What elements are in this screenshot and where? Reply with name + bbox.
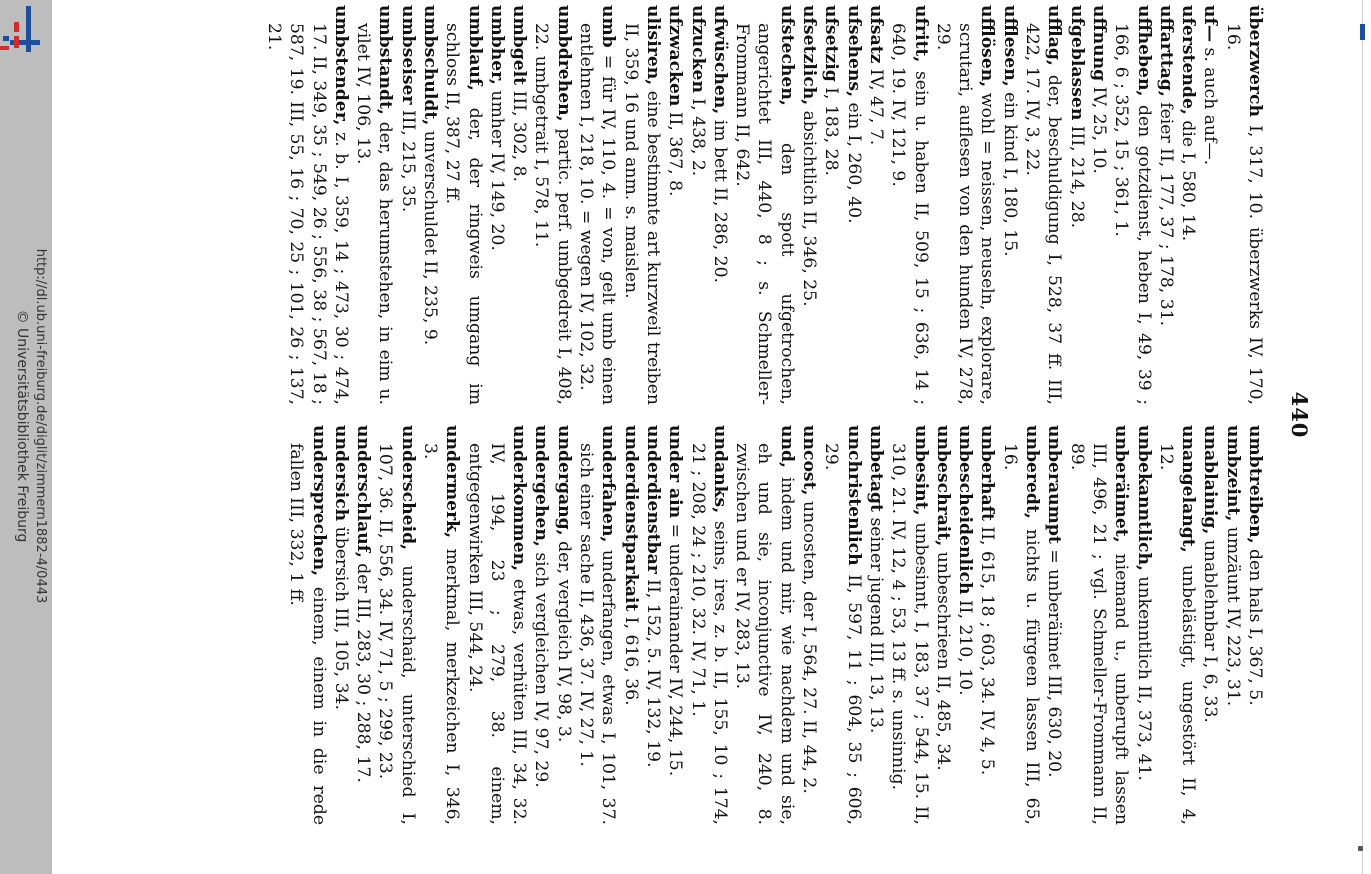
index-entry [419,425,464,825]
entry-references: I, 438, 2. [687,92,708,177]
entry-headword: ufflösen, [977,5,998,88]
entry-headword: unberedt, [1022,425,1043,519]
entry-headword: uffnung [1088,5,1109,82]
entry-references: wohl = neissen, neuseln, explorare, scrutari, auflesen von den hunden IV, 278, 29. [932,23,998,405]
index-entry [553,425,575,825]
entry-references: die I, 580, 14. [1178,114,1199,242]
entry-references: unbelästigt, ungestört II, 4, 12. [1155,443,1199,825]
index-entry [954,425,976,825]
entry-headword: undanks, [709,425,730,514]
entry-references: z. b. I, 359, 14 ; 473, 30 ; 474, 17. II, 349, 35 ; 549, 26 ; 556, 38 ; 567, 18 ; 587, 19. III, 55, 16 ; 70, 25 ; 101, 26 ; 137, 21. [263,23,351,405]
entry-references: unablehnbar I, 6, 33. [1200,534,1221,723]
index-entry [352,425,374,825]
index-entry [932,425,954,825]
entry-headword: umbzeint, [1222,425,1243,522]
entry-headword: underschlauf, [353,425,374,558]
index-entry [1221,5,1266,405]
source-url[interactable]: http://dl.ub.uni-freiburg.de/diglit/zimmern1882-4/0443 [33,248,48,604]
entry-headword: ufsetzlich, [799,5,820,106]
entry-headword: umbtreiben, [1245,425,1265,544]
entry-references: einem, einem in die rede fallen III, 332, 1 ff. [286,443,329,825]
index-entry [508,5,530,405]
entry-references: unbeschrieen II, 485, 34. [932,546,953,771]
entry-headword: uncost, [799,425,820,496]
entry-headword: umbschuldt, [420,5,441,126]
copyright-notice: © Universitätsbibliothek Freiburg [14,309,30,543]
index-entry [1155,425,1200,825]
index-entry [842,5,864,405]
entry-references: II, 615, 18 ; 603, 34. IV, 4, 5. [977,520,998,776]
entry-references: I, 317, 10. überzwerks IV, 170, 16. [1222,23,1265,405]
entry-references: I, 183, 28. [821,81,842,176]
index-column-left [263,5,1266,405]
entry-references: underfangen, etwas I, 101, 37. sich einer sache II, 436, 37. IV, 27, 1. [576,443,619,825]
entry-references: übersich III, 105, 34. [330,521,351,710]
index-entry [530,425,552,825]
index-entry [731,425,798,825]
entry-headword: underdienstparkait [620,425,641,612]
entry-references: niemand u., unberupft lassen III, 496, 21 ; vgl. Schmeller-Frommann II, 89. [1066,443,1132,825]
index-entry [1244,425,1266,825]
entry-headword: ufgeblassen [1066,5,1087,121]
index-entry [642,425,664,825]
entry-headword: uferstende, [1178,5,1199,115]
index-entry [1021,5,1066,405]
entry-headword: underdienstbar [642,425,663,574]
index-entry [441,5,486,405]
entry-headword: undermerk, [442,425,463,539]
entry-headword: unbetagt [865,425,886,512]
index-entry [530,5,575,405]
index-entry [686,425,731,825]
entry-headword: unablainig, [1200,425,1221,535]
index-entry [463,425,530,825]
entry-references: der III, 283, 30 ; 288, 17. [353,557,374,783]
entry-references: feier II, 177, 37 ; 178, 31. [1155,96,1176,327]
index-entry [419,5,441,405]
entry-headword: ufsehens, [843,5,864,98]
entry-references: indem und mir, wie nachdem und sie, eh und sie, inconjunctive IV, 240, 8. zwischen und er IV, 283, 13. [732,443,797,825]
index-entry [285,425,330,825]
entry-headword: ufsetzig [821,5,842,82]
index-entry [932,5,999,405]
entry-headword: undergang, [553,425,574,536]
entry-headword: ufzucken [687,5,708,93]
index-entry [1043,425,1065,825]
entry-references: im bett II, 286, 20. [709,114,730,283]
book-page [196,0,1316,850]
index-entry [1199,425,1221,825]
entry-references: sich vergleichen IV, 97, 29. [531,546,552,788]
index-entry [374,425,419,825]
entry-headword: umbseiser [397,5,418,105]
index-entry [664,425,686,825]
entry-references: der, der ringweis umgang im schloss II, 387, 27 ff. [442,23,485,405]
index-column-right [285,425,1266,825]
entry-headword: ufstechen, [776,5,797,106]
index-entry [709,5,731,405]
entry-references: der, beschuldigung I, 528, 37 ff. III, 422, 17. IV, 3, 22. [1022,23,1065,405]
entry-references: III, 214, 28. [1066,120,1087,229]
index-entry [1199,5,1221,405]
entry-headword: unbekanntlich, [1133,425,1154,571]
entry-references: eine bestimmte art kurzweil treiben II, 359, 16 und anm. s. maislen. [620,23,663,405]
entry-references: III, 302, 8. [509,85,530,183]
entry-references: den spott ufgetrochen, angerichtet III, 440, 8 ; s. Schmeller-Frommann II, 642. [732,23,797,405]
index-entry [330,425,352,825]
index-entry [619,425,641,825]
index-entry [798,425,820,825]
entry-headword: umb [598,5,619,48]
entry-references: partic. perf. umbgedreit I, 408, 22. umbgetrait I, 578, 11. [531,23,574,405]
entry-references: etwas, verhüten III, 34, 32. IV, 194, 23 ; 279, 38. einem, entgegenwirken III, 544, 24. [464,443,530,825]
entry-headword: umbgelt [509,5,530,86]
entry-references: nichts u. fürgeen lassen III, 65, 16. [999,443,1043,825]
index-entry [664,5,686,405]
index-entry [798,5,820,405]
index-entry [976,425,998,825]
index-entry [1088,5,1110,405]
scan-mark [1358,846,1363,851]
entry-references: = underainander IV, 244, 15. [665,518,686,777]
entry-headword: ufflag, [1044,5,1065,66]
entry-headword: ufflesen, [999,5,1020,87]
entry-references: II, 367, 8. [665,106,686,197]
entry-references: merkmal, merkzeichen I, 346, 3. [420,443,463,825]
page-canvas [52,0,1362,874]
entry-references: umzäunt IV, 223, 31. [1222,521,1243,707]
index-entry [731,5,798,405]
index-entry [820,5,842,405]
entry-headword: überzwerch [1245,5,1265,118]
index-entry [1132,425,1154,825]
viewer-right-edge [1362,0,1371,874]
entry-references: = für IV, 110, 4. = von, gelt umb einen entlehnen I, 218, 10. = wegen IV, 102, 32. [576,23,619,405]
entry-headword: ufzwacken [665,5,686,107]
entry-references: underschaid, unterschied I, 107, 36. II, 556, 34. IV, 71, 5 ; 299, 23. [375,443,418,825]
index-entry [575,5,620,405]
index-entry [1065,425,1132,825]
entry-headword: ufritt, [910,5,931,63]
entry-headword: ufsatz [865,5,886,64]
index-entry [865,5,887,405]
entry-references: der, das herumstehen, in eim u. vilet IV, 106, 13. [353,23,396,405]
entry-references: unkenntlich II, 373, 41. [1133,570,1154,781]
corner-marker-icon [1358,22,1366,42]
index-entry [263,5,352,405]
entry-references: der, vergleich IV, 98, 3. [553,535,574,743]
index-entry [1221,425,1243,825]
entry-headword: uf— [1200,5,1221,43]
entry-headword: umbstender, [330,5,351,126]
entry-references: II, 152, 5. IV, 132, 19. [642,573,663,768]
entry-references: ein I, 260, 40. [843,97,864,224]
index-entry [396,5,418,405]
entry-references: sein u. haben II, 509, 15 ; 636, 14 ; 640, 19. IV, 121, 9. [888,23,931,405]
entry-headword: unberaumpt [1044,425,1065,544]
index-entry [1155,5,1177,405]
entry-headword: unberäimet, [1111,425,1132,543]
entry-headword: under ain [665,425,686,519]
entry-references: ein kind I, 180, 15. [999,86,1020,257]
entry-headword: umbher, [486,5,507,85]
entry-headword: ufwüschen, [709,5,730,115]
index-entry [575,425,620,825]
entry-headword: unbescheidenlich [955,425,976,595]
entry-headword: ulisiren, [642,5,663,86]
entry-headword: unangelangt, [1178,425,1199,553]
entry-headword: undersprechen, [308,425,329,577]
index-entry [1177,5,1199,405]
index-entry [998,5,1020,405]
index-entry [1110,5,1155,405]
entry-references: den hals I, 367, 5. [1245,543,1265,706]
entry-headword: und, [776,425,797,468]
entry-references: IV, 25, 10. [1088,81,1109,174]
entry-references: s. auch auf—. [1200,42,1221,166]
entry-references: absichtlich II, 346, 25. [799,105,820,307]
entry-headword: uffarttag, [1155,5,1176,97]
index-entry [619,5,664,405]
entry-headword: umbstandt, [375,5,396,115]
entry-references: III, 215, 35. [397,104,418,213]
entry-references: unverschuldet II, 235, 9. [420,125,441,346]
entry-references: seiner jugend III, 13, 13. [865,511,886,734]
entry-references: IV, 47, 7. [865,63,886,146]
index-entry [686,5,708,405]
entry-headword: unbesint, [910,425,931,516]
index-entry [352,5,397,405]
entry-headword: unberhaft [977,425,998,521]
index-entry [1065,5,1087,405]
entry-headword: undersich [330,425,351,522]
entry-headword: unchristenlich [843,425,864,566]
entry-headword: undergehen, [531,425,552,547]
entry-headword: unbeschrait, [932,425,953,547]
entry-references: seins, ires, z. b. II, 155, 10 ; 174, 21 ; 208, 24 ; 210, 32. IV, 71, 1. [687,443,730,825]
index-entry [820,425,865,825]
index-entry [887,425,932,825]
entry-references: II, 597, 11 ; 604, 35 ; 606, 29. [821,443,864,825]
entry-references: den gotzdienst, heben I, 49, 39 ; 166, 6 ; 352, 15 ; 361, 1. [1111,23,1154,405]
entry-headword: umblauf, [464,5,485,91]
index-entry [865,425,887,825]
entry-references: = unberäimet III, 630, 20. [1044,543,1065,778]
index-entry [887,5,932,405]
entry-headword: underfahen, [598,425,619,543]
entry-references: umher IV, 149, 20. [486,84,507,251]
entry-headword: underscheid, [397,425,418,551]
entry-references: II, 210, 10. [955,594,976,696]
entry-references: uncosten, der I, 564, 27. II, 44, 2. [799,495,820,794]
viewer-side-strip [0,0,52,874]
entry-references: I, 616, 36. [620,611,641,706]
entry-headword: uffheben, [1133,5,1154,97]
index-entry [998,425,1043,825]
index-entry [486,5,508,405]
page-number: 440 [1287,391,1312,439]
entry-headword: underkommen, [509,425,530,572]
entry-headword: umbdrehen, [553,5,574,122]
entry-references: unbesinnt, I, 183, 37 ; 544, 15. II, 310, 21. IV, 12, 4 ; 53, 13 ff. s. unsinnig. [888,443,931,825]
